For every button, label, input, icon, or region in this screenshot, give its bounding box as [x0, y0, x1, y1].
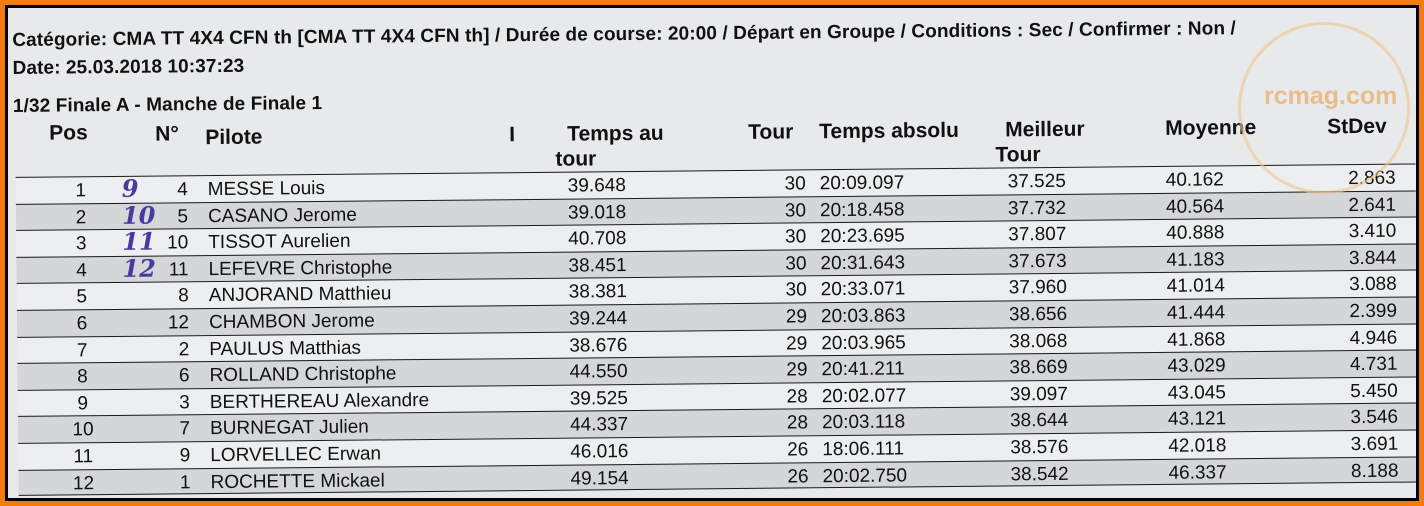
cell-tour: 28 [786, 386, 808, 408]
cell-pilote: ROCHETTE Mickael [210, 469, 385, 493]
cell-meilleur-tour: 38.068 [1009, 330, 1068, 352]
cell-tour: 30 [784, 199, 807, 222]
cell-pilote: CHAMBON Jerome [208, 310, 375, 334]
cell-stdev: 3.546 [1350, 407, 1399, 429]
cell-temps-absolu: 20:02.750 [822, 464, 908, 487]
cell-tour: 29 [786, 359, 808, 381]
cell-temps-au-tour: 40.708 [568, 228, 627, 250]
cell-pilote: MESSE Louis [207, 177, 326, 201]
cell-stdev: 3.691 [1350, 433, 1399, 456]
cell-num: 8 [178, 285, 189, 307]
cell-temps-absolu: 20:03.965 [821, 331, 906, 354]
cell-stdev: 8.188 [1350, 460, 1399, 482]
col-temps-au-tour-2: tour [555, 147, 597, 171]
cell-stdev: 3.844 [1348, 247, 1397, 269]
cell-temps-au-tour: 38.451 [568, 254, 627, 277]
cell-moyenne: 40.162 [1165, 169, 1224, 191]
cell-tour: 26 [787, 465, 809, 488]
cell-pos: 1 [75, 180, 87, 202]
cell-moyenne: 41.183 [1166, 249, 1225, 271]
cell-pos: 10 [72, 419, 94, 441]
cell-num: 9 [179, 445, 191, 467]
cell-meilleur-tour: 38.669 [1009, 357, 1068, 379]
cell-meilleur-tour: 37.525 [1007, 170, 1066, 193]
cell-temps-au-tour: 39.018 [567, 201, 627, 224]
col-pos: Pos [49, 121, 88, 145]
cell-meilleur-tour: 38.576 [1010, 436, 1069, 459]
col-moyenne: Moyenne [1165, 116, 1257, 140]
cell-stdev: 3.410 [1348, 220, 1397, 243]
cell-temps-au-tour: 39.244 [568, 308, 628, 330]
cell-temps-au-tour: 38.381 [568, 281, 627, 304]
cell-num: 3 [179, 392, 190, 414]
cell-moyenne: 43.121 [1167, 408, 1227, 431]
cell-tour: 30 [784, 226, 807, 248]
cell-pos: 9 [77, 393, 89, 415]
photo-frame [5, 5, 1419, 501]
cell-temps-absolu: 20:33.071 [820, 278, 906, 301]
cell-pos: 6 [76, 313, 88, 335]
col-tour: Tour [748, 120, 794, 144]
cell-temps-au-tour: 44.550 [569, 361, 628, 383]
col-meilleur-tour: Meilleur [1005, 117, 1085, 142]
cell-pilote: TISSOT Aurelien [208, 230, 351, 254]
cell-pos: 2 [75, 206, 87, 228]
cell-meilleur-tour: 37.673 [1008, 250, 1067, 273]
cell-moyenne: 42.018 [1168, 435, 1227, 457]
cell-pilote: BERTHEREAU Alexandre [209, 389, 430, 413]
watermark-text: rcmag.com [1264, 82, 1398, 110]
cell-pos: 12 [72, 472, 95, 494]
cell-pilote: CASANO Jerome [207, 204, 357, 227]
cell-temps-absolu: 20:09.097 [819, 172, 905, 195]
cell-temps-au-tour: 46.016 [570, 441, 629, 463]
cell-stdev: 2.863 [1348, 167, 1396, 190]
cell-moyenne: 40.888 [1166, 222, 1225, 245]
cell-pilote: LEFEVRE Christophe [208, 257, 393, 280]
cell-num: 11 [168, 259, 189, 281]
cell-tour: 28 [786, 412, 809, 434]
cell-moyenne: 43.045 [1167, 382, 1226, 404]
cell-moyenne: 41.868 [1167, 328, 1226, 351]
cell-num: 10 [167, 232, 189, 254]
cell-moyenne: 41.444 [1166, 302, 1226, 324]
category-line: Catégorie: CMA TT 4X4 CFN th [CMA TT 4X4 CFN th] / Durée de course: 20:00 / Départ en Groupe / Conditions : Sec / Confirmer : Non / [12, 18, 1236, 51]
cell-meilleur-tour: 39.097 [1009, 383, 1068, 406]
cell-temps-au-tour: 44.337 [569, 414, 629, 436]
cell-meilleur-tour: 37.807 [1008, 224, 1067, 246]
cell-meilleur-tour: 37.960 [1008, 277, 1067, 299]
col-stdev: StDev [1327, 114, 1387, 139]
cell-temps-absolu: 18:06.111 [822, 438, 905, 461]
cell-tour: 30 [784, 173, 806, 195]
cell-meilleur-tour: 37.732 [1007, 197, 1067, 220]
cell-num: 12 [167, 312, 190, 334]
cell-tour: 29 [786, 332, 808, 355]
cell-temps-absolu: 20:18.458 [819, 198, 905, 221]
cell-moyenne: 43.029 [1167, 355, 1226, 378]
cell-stdev: 2.399 [1349, 300, 1398, 323]
cell-temps-au-tour: 38.676 [569, 334, 628, 357]
cell-tour: 30 [785, 253, 807, 275]
cell-stdev: 3.088 [1349, 274, 1397, 296]
cell-moyenne: 41.014 [1166, 275, 1225, 298]
cell-pos: 3 [75, 233, 87, 255]
cell-temps-absolu: 20:03.118 [821, 411, 906, 434]
cell-tour: 29 [785, 306, 808, 328]
cell-temps-absolu: 20:41.211 [821, 358, 905, 381]
cell-meilleur-tour: 38.656 [1008, 303, 1068, 326]
cell-pilote: LORVELLEC Erwan [210, 443, 382, 467]
col-meilleur-tour-2: Tour [995, 143, 1041, 167]
col-num: N° [155, 122, 179, 146]
col-pilote: Pilote [205, 125, 263, 150]
cell-stdev: 2.641 [1348, 194, 1397, 216]
table-body [16, 163, 1416, 496]
cell-pos: 5 [76, 286, 88, 308]
handwritten-annotation: 11 [122, 226, 156, 257]
cell-pos: 11 [73, 446, 94, 468]
cell-temps-au-tour: 39.648 [567, 175, 626, 197]
cell-moyenne: 40.564 [1165, 195, 1225, 218]
heat-title: 1/32 Finale A - Manche de Finale 1 [12, 92, 323, 117]
col-separator: I [509, 123, 516, 147]
cell-pilote: ANJORAND Matthieu [208, 283, 392, 307]
cell-num: 5 [177, 205, 189, 227]
results-page [8, 8, 1416, 498]
results-sheet [8, 8, 1416, 498]
cell-tour: 30 [785, 279, 807, 301]
cell-temps-absolu: 20:03.863 [820, 305, 906, 328]
cell-pilote: ROLLAND Christophe [209, 363, 397, 387]
handwritten-annotation: 12 [122, 253, 157, 283]
cell-num: 7 [179, 418, 191, 440]
cell-temps-absolu: 20:31.643 [820, 252, 906, 274]
cell-pos: 8 [77, 366, 88, 388]
cell-num: 1 [179, 471, 191, 493]
cell-pos: 4 [76, 260, 87, 282]
cell-pilote: PAULUS Matthias [209, 337, 362, 360]
cell-num: 4 [177, 179, 188, 201]
cell-num: 6 [178, 365, 190, 387]
col-temps-absolu: Temps absolu [819, 118, 959, 144]
cell-stdev: 4.731 [1349, 353, 1398, 376]
cell-pos: 7 [76, 339, 88, 361]
col-temps-au-tour: Temps au [567, 121, 664, 146]
cell-meilleur-tour: 38.644 [1009, 410, 1069, 432]
results-table [15, 107, 1416, 496]
cell-temps-au-tour: 39.525 [569, 387, 629, 410]
cell-stdev: 4.946 [1349, 327, 1398, 349]
cell-pilote: BURNEGAT Julien [209, 416, 369, 440]
cell-moyenne: 46.337 [1168, 461, 1227, 484]
cell-tour: 26 [787, 439, 809, 461]
cell-num: 2 [178, 338, 190, 360]
cell-temps-absolu: 20:02.077 [821, 385, 907, 407]
cell-meilleur-tour: 38.542 [1010, 463, 1069, 485]
rcmag-watermark [1234, 22, 1416, 200]
handwritten-annotation: 10 [121, 200, 156, 230]
handwritten-annotation: 9 [121, 173, 139, 203]
cell-temps-absolu: 20:23.695 [820, 225, 905, 248]
date-line: Date: 25.03.2018 10:37:23 [12, 55, 245, 79]
cell-stdev: 5.450 [1350, 380, 1398, 402]
cell-temps-au-tour: 49.154 [570, 467, 629, 490]
